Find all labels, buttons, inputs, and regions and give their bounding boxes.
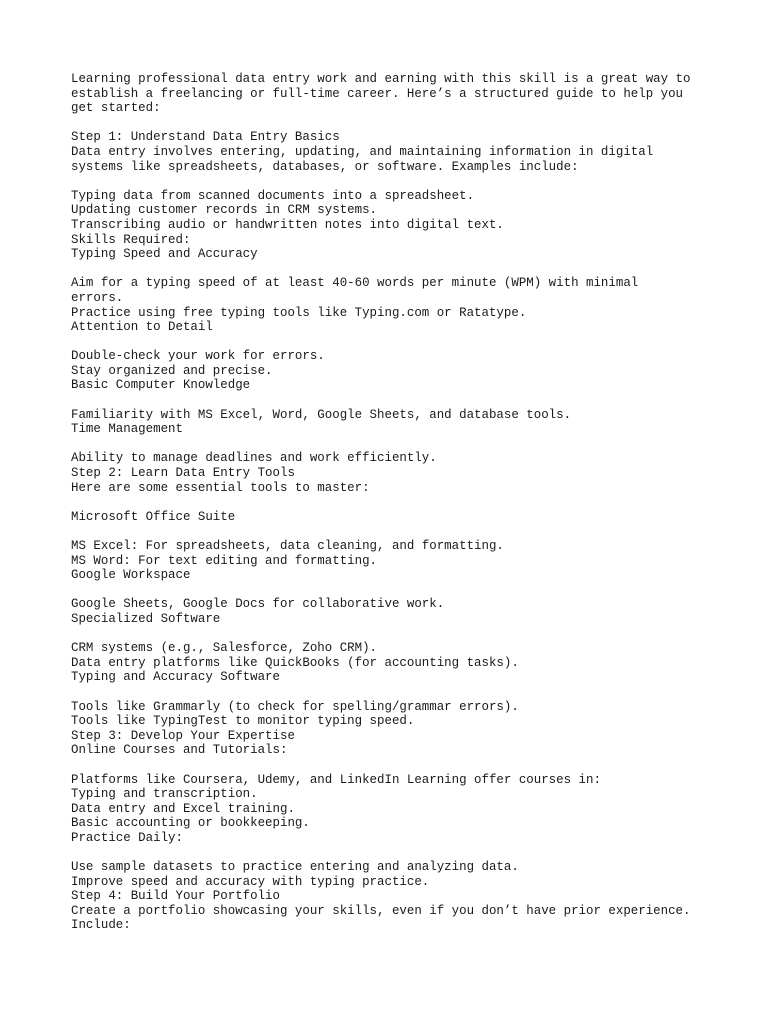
text-line: Microsoft Office Suite [71, 509, 236, 524]
text-line: Ability to manage deadlines and work efficiently. [71, 451, 437, 466]
text-line: Familiarity with MS Excel, Word, Google Sheets, and database tools. [71, 407, 572, 422]
text-line: Aim for a typing speed of at least 40-60 words per minute (WPM) with minimal [71, 276, 639, 291]
text-line: Basic accounting or bookkeeping. [71, 816, 310, 831]
text-line: Google Workspace [71, 568, 191, 583]
text-line: Step 3: Develop Your Expertise [71, 728, 295, 743]
text-line [71, 174, 731, 189]
text-line: Here are some essential tools to master: [71, 480, 370, 495]
text-line: Typing and Accuracy Software [71, 670, 280, 685]
text-line: Learning professional data entry work and earning with this skill is a great way to [71, 72, 691, 86]
text-line: Data entry and Excel training. [71, 801, 295, 816]
text-line: Step 1: Understand Data Entry Basics [71, 130, 340, 145]
text-line [71, 116, 731, 131]
text-line: establish a freelancing or full-time career. Here’s a structured guide to help you [71, 86, 684, 101]
text-line: get started: [71, 101, 161, 116]
text-line: Data entry platforms like QuickBooks (for accounting tasks). [71, 655, 519, 670]
text-line [71, 437, 731, 452]
text-line: systems like spreadsheets, databases, or software. Examples include: [71, 159, 579, 174]
text-line: Practice using free typing tools like Typing.com or Ratatype. [71, 305, 527, 320]
text-line [71, 627, 731, 642]
text-line: Stay organized and precise. [71, 363, 273, 378]
text-line [71, 685, 731, 700]
text-line: Typing data from scanned documents into a spreadsheet. [71, 188, 475, 203]
document-text [71, 72, 731, 933]
text-line [71, 262, 731, 277]
text-line: Specialized Software [71, 611, 221, 626]
text-line: Create a portfolio showcasing your skills, even if you don’t have prior experience. [71, 903, 691, 918]
text-line: errors. [71, 290, 124, 305]
text-line: Attention to Detail [71, 320, 213, 335]
text-line: Improve speed and accuracy with typing practice. [71, 874, 430, 889]
text-line: Online Courses and Tutorials: [71, 743, 288, 758]
text-line [71, 393, 731, 408]
text-line: MS Word: For text editing and formatting. [71, 553, 378, 568]
text-line: Tools like TypingTest to monitor typing speed. [71, 714, 415, 729]
text-line: Google Sheets, Google Docs for collaborative work. [71, 597, 445, 612]
text-line: Basic Computer Knowledge [71, 378, 251, 393]
text-line: Updating customer records in CRM systems. [71, 203, 378, 218]
text-line [71, 845, 731, 860]
text-line [71, 758, 731, 773]
text-line [71, 335, 731, 350]
text-line: MS Excel: For spreadsheets, data cleaning, and formatting. [71, 539, 504, 553]
text-line: Time Management [71, 422, 183, 437]
text-line: Practice Daily: [71, 830, 183, 845]
text-line [71, 495, 731, 510]
text-line: Skills Required: [71, 232, 191, 247]
text-line: CRM systems (e.g., Salesforce, Zoho CRM). [71, 641, 378, 656]
text-line: Include: [71, 918, 131, 933]
text-line: Transcribing audio or handwritten notes into digital text. [71, 217, 504, 232]
text-line: Typing and transcription. [71, 787, 258, 802]
text-line: Double-check your work for errors. [71, 349, 325, 364]
text-line: Platforms like Coursera, Udemy, and LinkedIn Learning offer courses in: [71, 772, 601, 787]
text-line [71, 524, 731, 539]
text-line: Step 2: Learn Data Entry Tools [71, 466, 295, 481]
text-line: Step 4: Build Your Portfolio [71, 889, 280, 904]
text-line: Typing Speed and Accuracy [71, 247, 258, 262]
text-line: Tools like Grammarly (to check for spelling/grammar errors). [71, 699, 519, 714]
text-line: Use sample datasets to practice entering and analyzing data. [71, 860, 519, 875]
text-line: Data entry involves entering, updating, and maintaining information in digital [71, 144, 654, 159]
text-line [71, 583, 731, 598]
